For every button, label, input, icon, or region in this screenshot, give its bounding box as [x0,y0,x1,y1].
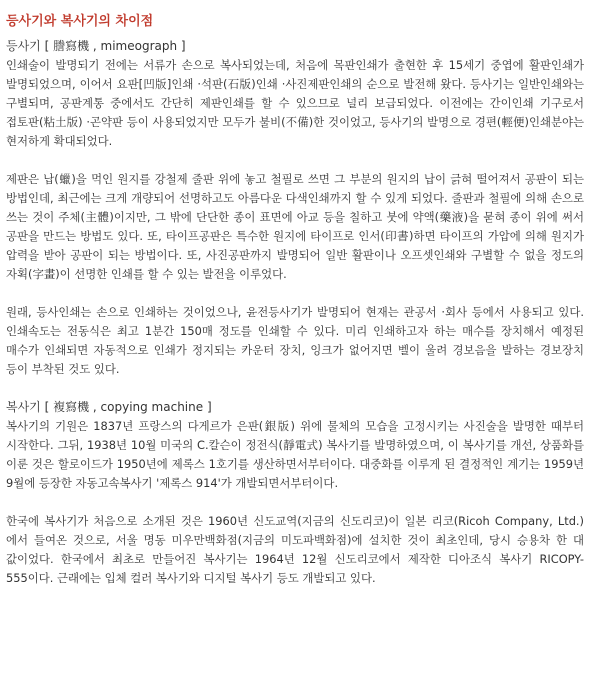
section-heading-mimeograph: 등사기 [ 謄寫機 , mimeograph ] [6,39,186,53]
paragraph-gap [6,493,584,512]
article-title: 등사기와 복사기의 차이점 [6,14,154,29]
paragraph-gap [6,284,584,303]
paragraph-copier-origin: 복사기의 기원은 1837년 프랑스의 다게르가 은판(銀版) 위에 물체의 모습을 고정시키는 사진술을 발명한 때부터 시작한다. 그뒤, 1938년 10월 미국의 C.칼슨이 정전식(靜電式) 복사기를 발명하였으며, 이 복사기를 개선, 상품화를 이룬 것은 할로이드가 1950년에 제록스 1호기를 생산하면서부터이다. 대중화를 이루게 된 결정적인 계기는 1959년 9월에 등장한 자동고속복사기 '제록스 914'가 개발되면서부터이다. [6,419,584,490]
paragraph-mimeograph-history: 인쇄술이 발명되기 전에는 서류가 손으로 복사되었는데, 처음에 목판인쇄가 출현한 후 15세기 중엽에 활판인쇄가 발명되었으며, 이어서 요판[凹版]인쇄 ·석판(石版)인쇄 ·사진제판인쇄의 순으로 발전해 왔다. 등사기는 일반인쇄와는 구별되며, 공판계통 중에서도 간단히 제판인쇄를 할 수 있으므로 널리 보급되었다. 이전에는 간이인쇄 기구로서 접토판(粘土版) ·곤약판 등이 사용되었지만 모두가 불비(不備)한 것이었고, 등사기의 발명으로 경편(輕便)인쇄분야는 현저하게 확대되었다. [6,58,584,148]
paragraph-gap [6,379,584,398]
paragraph-mimeograph-rotary: 원래, 등사인쇄는 손으로 인쇄하는 것이었으나, 윤전등사기가 발명되어 현재는 관공서 ·회사 등에서 사용되고 있다. 인쇄속도는 전동식은 최고 1분간 150매 정도를 인쇄할 수 있다. 미리 인쇄하고자 하는 매수를 장치해서 예정된 매수가 인쇄되면 자동적으로 인쇄가 정지되는 카운터 장치, 잉크가 없어지면 벨이 울려 경보음을 발하는 경보장치 등이 부착된 것도 있다. [6,305,584,376]
paragraph-mimeograph-platemaking: 제판은 납(蠟)을 먹인 원지를 강철제 줄판 위에 놓고 철필로 쓰면 그 부분의 원지의 납이 긁혀 떨어져서 공판이 되는 방법인데, 최근에는 크게 개량되어 선명하고도 아름다운 다색인쇄까지 할 수 있게 되었다. 줄판과 철필에 의해 손으로 쓰는 것이 주체(主體)이지만, 그 밖에 단단한 종이 표면에 아교 등을 칠하고 붓에 약액(藥液)을 묻혀 종이 위에 써서 공판을 만드는 방법도 있다. 또, 타이프공판은 특수한 원지에 타이프로 인서(印書)하면 타이프의 가압에 의해 원지가 압력을 받아 공판이 되는 방법이다. 또, 사진공판까지 발명되어 일반 활판이나 오프셋인쇄와 구별할 수 없을 정도의 자획(字畫)이 선명한 인쇄를 할 수 있는 발전을 이루었다. [6,172,584,281]
paragraph-copier-korea: 한국에 복사기가 처음으로 소개된 것은 1960년 신도교역(지금의 신도리코)이 일본 리코(Ricoh Company, Ltd.)에서 들여온 것으로, 서울 명동 미우만백화점(지금의 미도파백화점)에 설치한 것이 최초인데, 당시 승용차 한 대 값이었다. 한국에서 최초로 만들어진 복사기는 1964년 12월 신도리코에서 제작한 디아조식 복사기 RICOPY-555이다. 근래에는 입체 컬러 복사기와 디지털 복사기 등도 개발되고 있다. [6,514,584,585]
paragraph-gap [6,151,584,170]
section-heading-copier: 복사기 [ 複寫機 , copying machine ] [6,400,212,414]
